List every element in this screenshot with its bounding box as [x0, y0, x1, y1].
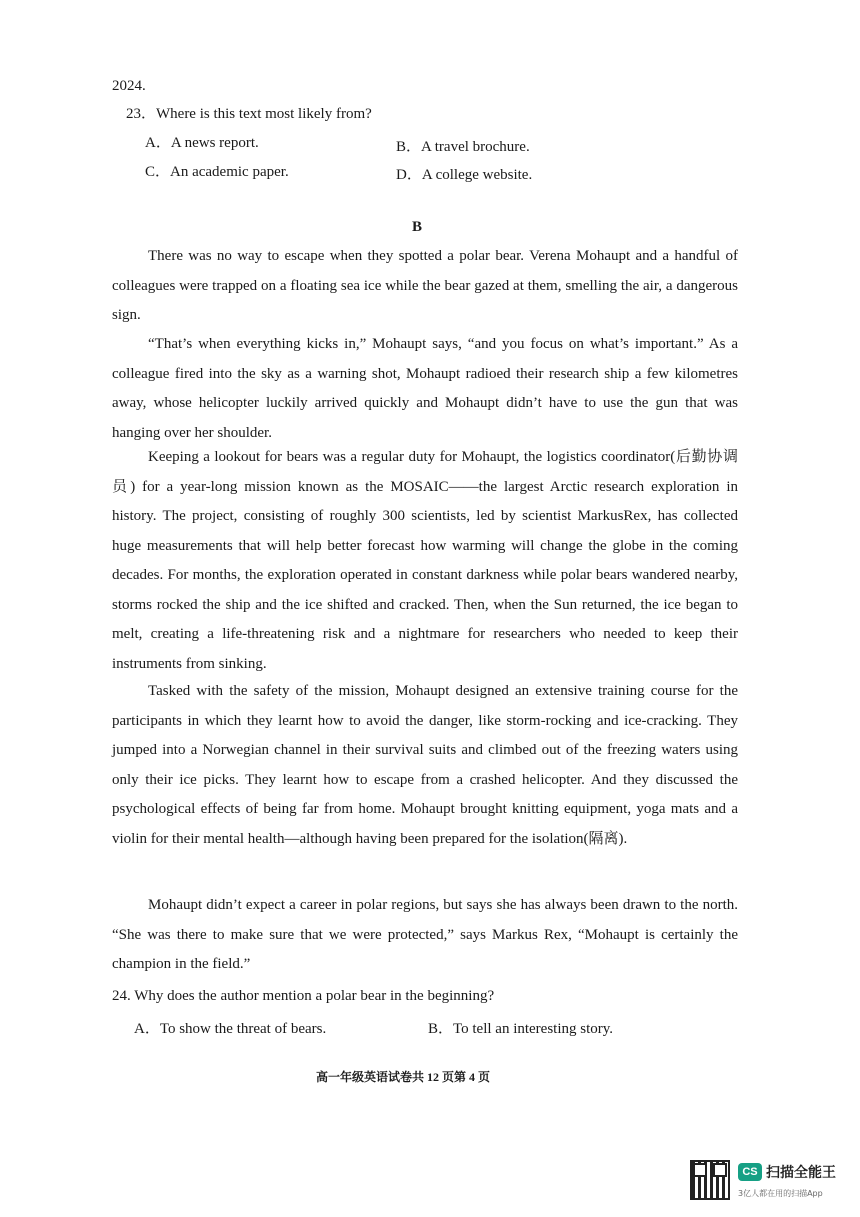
- passage-paragraph-1: There was no way to escape when they spotted a polar bear. Verena Mohaupt and a handful of colleagues were trapped on a floating sea ice while the bear gazed at them, smelling the air, a dangerous sign.: [112, 248, 738, 323]
- qr-code-icon: [690, 1160, 730, 1200]
- question-23: 23．Where is this text most likely from?: [126, 106, 372, 122]
- q23-option-a: A．A news report.: [145, 135, 259, 151]
- passage-paragraph-3: Keeping a lookout for bears was a regular duty for Mohaupt, the logistics coordinator(后勤协调员) for a year-long mission known as the MOSAIC——the largest Arctic research exploration in history. The project, consisting of roughly 300 scientists, led by scientist MarkusRex, has collected huge measurements that will help better forecast how warming will change the globe in the coming decades. For months, the exploration operated in constant darkness while polar bears wandered nearby, storms rocked the ship and the ice shifted and cracked. Then, when the Sun returned, the ice began to melt, creating a life-threatening risk and a nightmare for researchers who needed to keep their instruments from sinking.: [112, 449, 738, 672]
- scanner-brand-name: 扫描全能王: [766, 1165, 836, 1181]
- passage-paragraph-2: “That’s when everything kicks in,” Mohaupt says, “and you focus on what’s important.” As a colleague fired into the sky as a warning shot, Mohaupt radioed their research ship a few kilometres away, whose helicopter luckily arrived quickly and Mohaupt didn’t have to use the gun that was hanging over her shoulder.: [112, 336, 738, 441]
- passage-paragraph-5: Mohaupt didn’t expect a career in polar regions, but says she has always been drawn to the north. “She was there to make sure that we were protected,” says Markus Rex, “Mohaupt is certainly the champion in the field.”: [112, 897, 738, 972]
- q23-option-c: C．An academic paper.: [145, 164, 289, 180]
- page-footer: 高一年级英语试卷共 12 页第 4 页: [316, 1070, 491, 1084]
- camscanner-logo-icon: CS: [738, 1163, 762, 1181]
- q23-option-b: B．A travel brochure.: [396, 139, 530, 155]
- passage-paragraph-4: Tasked with the safety of the mission, Mohaupt designed an extensive training course for the participants in which they learnt how to avoid the danger, like storm-rocking and ice-cracking. They jumped into a Norwegian channel in their survival suits and climbed out of the freezing waters using only their ice picks. They learnt how to escape from a crashed helicopter. And they discussed the psychological effects of being far from home. Mohaupt brought knitting equipment, yoga mats and a violin for their mental health—although having been prepared for the isolation(隔离).: [112, 683, 738, 847]
- q24-option-b: B．To tell an interesting story.: [428, 1021, 614, 1037]
- q23-option-d: D．A college website.: [396, 167, 533, 183]
- scanner-tagline: 3亿人都在用的扫描App: [738, 1189, 823, 1198]
- question-24: 24. Why does the author mention a polar bear in the beginning?: [112, 988, 495, 1004]
- section-title: B: [412, 219, 423, 235]
- previous-text-fragment: 2024.: [112, 78, 146, 94]
- q24-option-a: A．To show the threat of bears.: [134, 1021, 327, 1037]
